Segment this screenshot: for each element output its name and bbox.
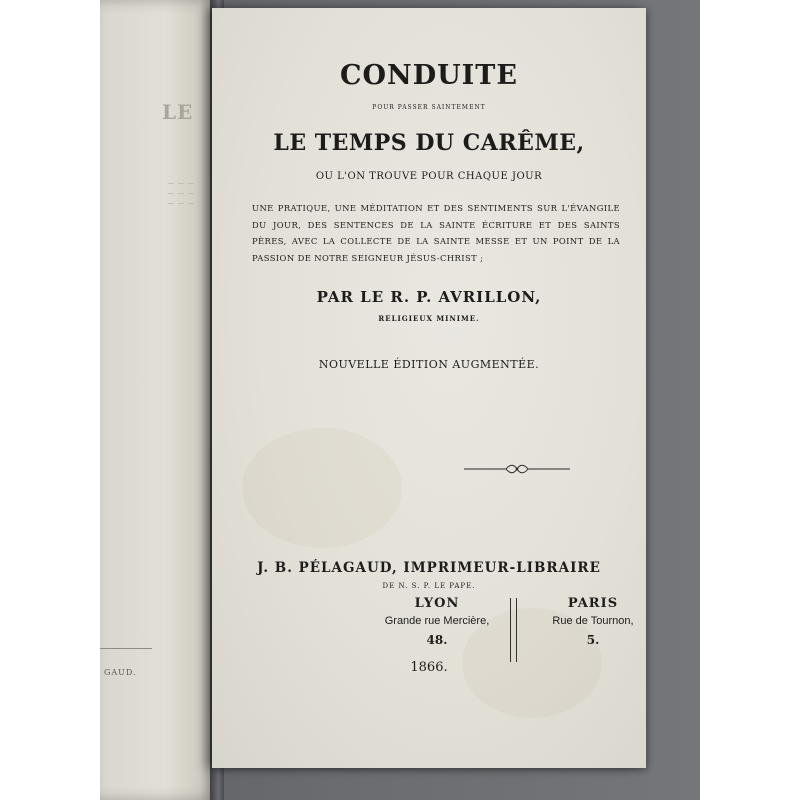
location-number: 5. <box>586 633 600 647</box>
book-title-main: LE TEMPS DU CARÊME, <box>273 130 585 156</box>
title-page <box>212 8 646 768</box>
ornament-icon <box>462 463 572 475</box>
author-role: RELIGIEUX MINIME. <box>378 314 480 323</box>
book-title-connector: POUR PASSER SAINTEMENT <box>372 104 486 111</box>
book-description: UNE PRATIQUE, UNE MÉDITATION ET DES SENTIMENTS SUR L'ÉVANGILE DU JOUR, DES SENTENCES DE LA SAINTE ÉCRITURE ET DES SAINTS PÈRES, AVEC LA COLLECTE DE LA SAINTE MESSE ET UN POINT DE LA PASSION DE NOTRE SEIGNEUR JÉSUS-CHRIST ; <box>252 203 620 263</box>
location-city: LYON <box>414 596 460 611</box>
location-street: Rue de Tournon, <box>552 615 634 627</box>
left-page-bleed-text: ᅳ ᅳ ᅳ ᅳ ᅳ ᅳ ᅳ ᅳ ᅳ <box>168 181 195 208</box>
book-subtitle: OU L'ON TROUVE POUR CHAQUE JOUR <box>315 171 543 182</box>
left-page <box>100 0 218 800</box>
book-title: CONDUITE <box>340 60 518 91</box>
location-number: 48. <box>426 633 448 647</box>
edition-note: NOUVELLE ÉDITION AUGMENTÉE. <box>318 358 540 371</box>
left-page-bleed-title: LE <box>162 100 194 124</box>
book-photo <box>100 0 700 800</box>
location-city: PARIS <box>567 596 619 611</box>
location-lyon <box>362 596 512 647</box>
left-page-rule <box>100 648 152 649</box>
printer-name: J. B. PÉLAGAUD, IMPRIMEUR-LIBRAIRE <box>257 560 601 576</box>
printer-subtitle: DE N. S. P. LE PAPE. <box>382 582 476 590</box>
location-street: Grande rue Mercière, <box>384 615 490 627</box>
location-divider <box>510 598 517 662</box>
left-page-footer: GAUD. <box>104 668 137 677</box>
location-paris <box>528 596 658 647</box>
publication-year: 1866. <box>410 660 448 675</box>
book-author: PAR LE R. P. AVRILLON, <box>316 288 542 306</box>
